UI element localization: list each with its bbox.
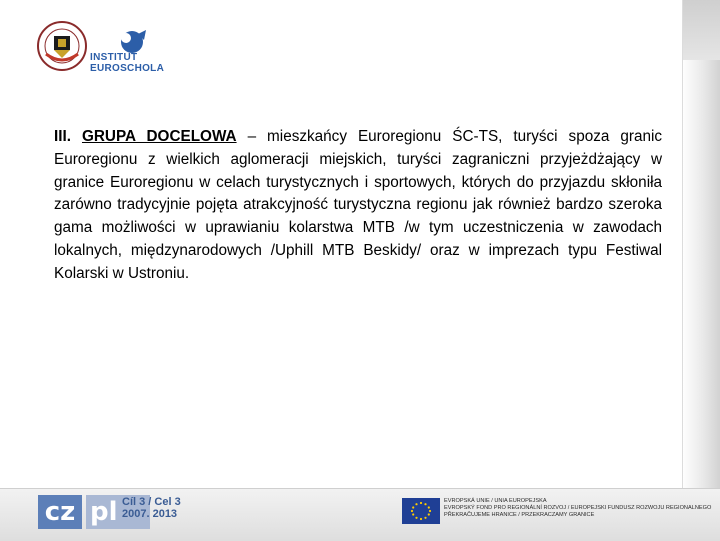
- logo-text-institut: INSTITUT: [90, 52, 138, 63]
- section-number: III.: [54, 128, 82, 145]
- institution-seal-icon: [36, 20, 88, 72]
- cz-logo-box: cz: [38, 495, 82, 529]
- paragraph-body: – mieszkańcy Euroregionu ŚC-TS, turyści spoza granic Euroregionu z wielkich aglomeracji miejskich, turyści zagraniczni przyjeżdżający w granice Euroregionu w celach turystycznych i sportowych, których do przyjazdu skłoniła zarówno tradycyjnie pojęta atrakcyjność turystyczna regionu jak również bardzo szeroka gama możliwości w uprawianiu kolarstwa MTB /w tym uczestniczenia w zawodach lokalnych, międzynarodowych /Uphill MTB Beskidy/ oraz w imprezach typu Festiwal Kolarski w Ustroniu.: [54, 128, 663, 282]
- program-goal: Cíl 3 / Cel 3: [122, 496, 181, 508]
- header-logos: [36, 20, 166, 82]
- section-heading: GRUPA DOCELOWA: [81, 128, 237, 145]
- logo-text-euroschola: EUROSCHOLA: [90, 63, 165, 74]
- euroschola-wordmark: [90, 52, 164, 74]
- decorative-strip-cap: [682, 0, 720, 60]
- strip-divider: [682, 0, 683, 488]
- target-group-paragraph: [54, 126, 662, 286]
- eu-line-motto: PŘEKRAČUJEME HRANICE / PRZEKRACZAMY GRANICE: [444, 512, 595, 518]
- eu-line-fund: EVROPSKÝ FOND PRO REGIONÁLNÍ ROZVOJ / EUROPEJSKI FUNDUSZ ROZWOJU REGIONALNEGO: [444, 505, 712, 511]
- pl-logo-box: pl: [86, 495, 150, 529]
- eu-line-union: EVROPSKÁ UNIE / UNIA EUROPEJSKA: [444, 498, 547, 504]
- eu-funding-block: [402, 498, 712, 530]
- decorative-side-strip: [682, 0, 720, 488]
- eu-funding-text: [444, 498, 711, 519]
- program-label: [122, 496, 181, 520]
- eu-flag-icon: [402, 498, 440, 524]
- program-years: 2007. 2013: [122, 508, 178, 520]
